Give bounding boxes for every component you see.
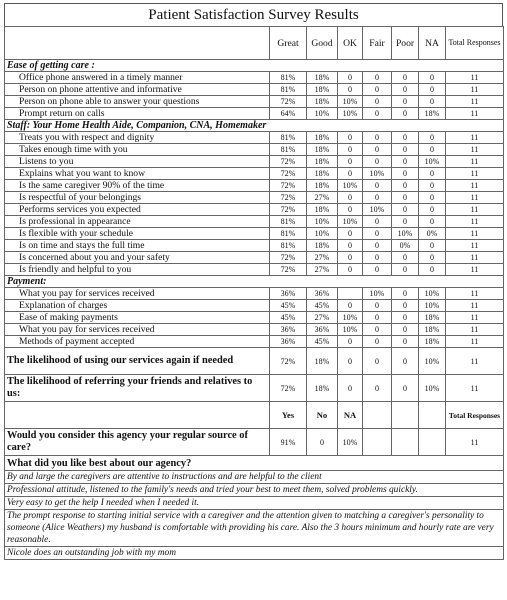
question-label: Is professional in appearance [5, 216, 270, 228]
response-value [338, 288, 363, 300]
response-value: 11 [446, 204, 504, 216]
column-header-row [5, 27, 504, 60]
response-value: 10% [338, 312, 363, 324]
response-value: 11 [446, 375, 504, 402]
comment-text: Nicole does an outstanding job with my mom [5, 547, 504, 560]
section-label: Staff: Your Home Health Aide, Companion, CNA, Homemaker [7, 120, 267, 131]
response-value: 0 [392, 252, 419, 264]
question-label: What you pay for services received [5, 288, 270, 300]
header-blank [363, 402, 392, 429]
response-value: 18% [307, 96, 338, 108]
response-value: 0 [363, 228, 392, 240]
question-label: Is flexible with your schedule [5, 228, 270, 240]
table-row [5, 168, 504, 180]
comments-heading: What did you like best about our agency? [5, 456, 504, 471]
response-value: 0 [419, 240, 446, 252]
response-value: 81% [270, 228, 307, 240]
question-label: What you pay for services received [5, 324, 270, 336]
question-label: Explanation of charges [5, 300, 270, 312]
response-value: 0 [338, 84, 363, 96]
response-value: 18% [307, 72, 338, 84]
response-value: 72% [270, 156, 307, 168]
table-row [5, 240, 504, 252]
response-value: 11 [446, 348, 504, 375]
response-value: 64% [270, 108, 307, 120]
response-value: 45% [270, 300, 307, 312]
comment-text: Professional attitude, listened to the family's needs and tried your best to meet them, solved problems quickly. [5, 484, 504, 497]
column-header: NA [419, 27, 446, 60]
response-value: 0 [419, 96, 446, 108]
response-value: 72% [270, 180, 307, 192]
response-value: 0 [392, 216, 419, 228]
column-header: Total Responses [446, 402, 504, 429]
response-value: 0 [419, 252, 446, 264]
response-value: 0 [392, 144, 419, 156]
table-row [5, 252, 504, 264]
response-value: 11 [446, 72, 504, 84]
response-value: 0 [419, 84, 446, 96]
response-value: 0 [363, 312, 392, 324]
response-value: 0 [307, 429, 338, 456]
column-header: Good [307, 27, 338, 60]
column-header: NA [338, 402, 363, 429]
regular-source-question: Would you consider this agency your regular source of care? [5, 429, 270, 456]
response-value: 11 [446, 180, 504, 192]
response-value: 0 [363, 252, 392, 264]
section-row [5, 276, 504, 288]
response-value: 0 [338, 204, 363, 216]
response-value: 0 [392, 72, 419, 84]
response-value: 81% [270, 144, 307, 156]
response-value: 10% [338, 324, 363, 336]
response-value: 0 [419, 132, 446, 144]
response-value: 0 [363, 375, 392, 402]
response-value: 72% [270, 264, 307, 276]
response-value: 11 [446, 144, 504, 156]
table-row [5, 72, 504, 84]
response-value: 18% [307, 144, 338, 156]
likelihood-row [5, 348, 504, 375]
response-value: 0 [363, 96, 392, 108]
response-value: 81% [270, 72, 307, 84]
section-title [5, 120, 504, 132]
question-label: Prompt return on calls [5, 108, 270, 120]
response-value: 45% [270, 312, 307, 324]
table-row [5, 144, 504, 156]
response-value: 0 [392, 168, 419, 180]
response-value: 11 [446, 216, 504, 228]
response-value: 0 [419, 168, 446, 180]
response-value: 0 [392, 156, 419, 168]
response-value: 18% [307, 180, 338, 192]
response-value: 10% [338, 180, 363, 192]
column-header: Total Responses [446, 27, 504, 60]
response-value: 0 [363, 348, 392, 375]
header-blank [392, 402, 419, 429]
response-value: 10% [419, 288, 446, 300]
response-value: 0 [363, 108, 392, 120]
response-value: 0 [392, 132, 419, 144]
response-value: 10% [419, 156, 446, 168]
response-value: 0 [419, 180, 446, 192]
comment-row [5, 484, 504, 497]
response-value: 0 [392, 180, 419, 192]
response-value: 81% [270, 216, 307, 228]
response-value: 0 [338, 72, 363, 84]
section-label: Ease of getting care [7, 60, 89, 71]
response-value: 18% [419, 336, 446, 348]
response-value: 11 [446, 264, 504, 276]
response-value: 18% [419, 312, 446, 324]
empty-cell [392, 429, 419, 456]
question-label: Is concerned about you and your safety [5, 252, 270, 264]
response-value: 10% [338, 96, 363, 108]
response-value: 11 [446, 288, 504, 300]
response-value: 0 [419, 192, 446, 204]
response-value: 0 [392, 324, 419, 336]
response-value: 0 [338, 375, 363, 402]
response-value: 0 [363, 240, 392, 252]
response-value: 10% [363, 204, 392, 216]
response-value: 0 [363, 300, 392, 312]
question-label: Office phone answered in a timely manner [5, 72, 270, 84]
section-title [5, 60, 504, 72]
table-row [5, 216, 504, 228]
header-blank [5, 402, 270, 429]
response-value: 18% [307, 132, 338, 144]
response-value: 81% [270, 240, 307, 252]
response-value: 0 [363, 336, 392, 348]
response-value: 0% [392, 240, 419, 252]
response-value: 11 [446, 429, 504, 456]
question-label: Person on phone attentive and informative [5, 84, 270, 96]
comment-row [5, 497, 504, 510]
response-value: 0 [392, 312, 419, 324]
response-value: 0 [363, 264, 392, 276]
response-value: 0 [363, 180, 392, 192]
response-value: 72% [270, 96, 307, 108]
header-blank [419, 402, 446, 429]
response-value: 10% [392, 228, 419, 240]
response-value: 18% [307, 204, 338, 216]
response-value: 18% [307, 168, 338, 180]
response-value: 11 [446, 192, 504, 204]
response-value: 11 [446, 324, 504, 336]
response-value: 0 [363, 72, 392, 84]
yes-no-header-row [5, 402, 504, 429]
response-value: 45% [307, 300, 338, 312]
response-value: 0 [363, 216, 392, 228]
response-value: 36% [270, 288, 307, 300]
response-value: 36% [307, 324, 338, 336]
response-value: 0 [419, 216, 446, 228]
table-row [5, 204, 504, 216]
response-value: 0 [338, 348, 363, 375]
section-title [5, 276, 504, 288]
question-label: Is on time and stays the full time [5, 240, 270, 252]
response-value: 10% [419, 348, 446, 375]
response-value: 18% [307, 240, 338, 252]
response-value: 72% [270, 204, 307, 216]
question-label: Person on phone able to answer your questions [5, 96, 270, 108]
response-value: 0 [338, 252, 363, 264]
response-value: 0 [338, 144, 363, 156]
response-value: 27% [307, 264, 338, 276]
question-label: Methods of payment accepted [5, 336, 270, 348]
question-label: Explains what you want to know [5, 168, 270, 180]
response-value: 11 [446, 96, 504, 108]
response-value: 0 [392, 96, 419, 108]
likelihood-row [5, 375, 504, 402]
comment-row [5, 510, 504, 547]
response-value: 36% [270, 336, 307, 348]
comment-text: Very easy to get the help I needed when I needed it. [5, 497, 504, 510]
response-value: 0 [392, 348, 419, 375]
likelihood-question: The likelihood of using our services again if needed [5, 348, 270, 375]
response-value: 10% [307, 228, 338, 240]
response-value: 18% [307, 348, 338, 375]
response-value: 81% [270, 132, 307, 144]
response-value: 91% [270, 429, 307, 456]
comments-header-row [5, 456, 504, 471]
response-value: 0 [363, 132, 392, 144]
response-value: 72% [270, 348, 307, 375]
response-value: 0 [338, 336, 363, 348]
response-value: 0 [338, 168, 363, 180]
response-value: 0 [338, 192, 363, 204]
response-value: 0 [338, 240, 363, 252]
question-label: Is respectful of your belongings [5, 192, 270, 204]
response-value: 0 [419, 264, 446, 276]
table-row [5, 324, 504, 336]
likelihood-question: The likelihood of referring your friends and relatives to us: [5, 375, 270, 402]
table-row [5, 84, 504, 96]
empty-cell [419, 429, 446, 456]
question-label: Is friendly and helpful to you [5, 264, 270, 276]
question-label: Performs services you expected [5, 204, 270, 216]
empty-cell [363, 429, 392, 456]
column-header: Great [270, 27, 307, 60]
column-header: Poor [392, 27, 419, 60]
response-value: 11 [446, 132, 504, 144]
response-value: 10% [419, 300, 446, 312]
comment-row [5, 547, 504, 560]
response-value: 10% [307, 108, 338, 120]
table-row [5, 96, 504, 108]
response-value: 0 [419, 72, 446, 84]
response-value: 0 [392, 84, 419, 96]
response-value: 10% [363, 168, 392, 180]
response-value: 27% [307, 312, 338, 324]
response-value: 0 [338, 264, 363, 276]
table-row [5, 336, 504, 348]
response-value: 11 [446, 240, 504, 252]
table-row [5, 312, 504, 324]
response-value: 18% [419, 324, 446, 336]
table-row [5, 264, 504, 276]
column-header: OK [338, 27, 363, 60]
response-value: 27% [307, 252, 338, 264]
response-value: 11 [446, 108, 504, 120]
response-value: 0 [419, 144, 446, 156]
response-value: 72% [270, 252, 307, 264]
response-value: 72% [270, 192, 307, 204]
response-value: 0 [363, 144, 392, 156]
survey-table [4, 26, 504, 560]
response-value: 0 [392, 375, 419, 402]
response-value: 72% [270, 375, 307, 402]
table-row [5, 300, 504, 312]
table-row [5, 132, 504, 144]
question-label: Ease of making payments [5, 312, 270, 324]
response-value: 0 [392, 288, 419, 300]
response-value: 36% [270, 324, 307, 336]
response-value: 72% [270, 168, 307, 180]
response-value: 10% [363, 288, 392, 300]
response-value: 0 [392, 300, 419, 312]
response-value: 0 [338, 156, 363, 168]
response-value: 10% [338, 108, 363, 120]
table-row [5, 288, 504, 300]
table-row [5, 108, 504, 120]
response-value: 11 [446, 168, 504, 180]
response-value: 0 [363, 192, 392, 204]
response-value: 11 [446, 312, 504, 324]
response-value: 18% [419, 108, 446, 120]
response-value: 11 [446, 84, 504, 96]
response-value: 0 [363, 156, 392, 168]
response-value: 0 [392, 192, 419, 204]
response-value: 10% [338, 216, 363, 228]
comment-row [5, 471, 504, 484]
response-value: 0 [392, 204, 419, 216]
response-value: 11 [446, 336, 504, 348]
response-value: 10% [338, 429, 363, 456]
response-value: 10% [419, 375, 446, 402]
column-header: Yes [270, 402, 307, 429]
comment-text: By and large the caregivers are attentive to instructions and are helpful to the client [5, 471, 504, 484]
table-row [5, 156, 504, 168]
response-value: 0 [338, 132, 363, 144]
response-value: 18% [307, 84, 338, 96]
response-value: 11 [446, 156, 504, 168]
response-value: 0 [363, 324, 392, 336]
section-suffix: : [88, 60, 95, 71]
table-row [5, 180, 504, 192]
response-value: 11 [446, 252, 504, 264]
regular-source-row [5, 429, 504, 456]
response-value: 45% [307, 336, 338, 348]
response-value: 11 [446, 228, 504, 240]
response-value: 18% [307, 375, 338, 402]
column-header: No [307, 402, 338, 429]
comment-text: The prompt response to starting initial service with a caregiver and the attention given to matching a caregiver's personality to someone (Alice Weathers) my husband is comfortable with providing his care. Also the 3 hours minimum and hourly rate are very reasonable. [5, 510, 504, 547]
response-value: 0% [419, 228, 446, 240]
response-value: 0 [392, 336, 419, 348]
section-label: Payment: [7, 276, 47, 287]
response-value: 10% [307, 216, 338, 228]
question-label: Is the same caregiver 90% of the time [5, 180, 270, 192]
table-row [5, 228, 504, 240]
response-value: 0 [392, 264, 419, 276]
response-value: 81% [270, 84, 307, 96]
response-value: 36% [307, 288, 338, 300]
response-value: 27% [307, 192, 338, 204]
response-value: 0 [338, 300, 363, 312]
response-value: 0 [419, 204, 446, 216]
question-label: Listens to you [5, 156, 270, 168]
response-value: 18% [307, 156, 338, 168]
question-label: Takes enough time with you [5, 144, 270, 156]
column-header: Fair [363, 27, 392, 60]
header-blank [5, 27, 270, 60]
response-value: 0 [363, 84, 392, 96]
question-label: Treats you with respect and dignity [5, 132, 270, 144]
page-title: Patient Satisfaction Survey Results [4, 3, 503, 26]
response-value: 11 [446, 300, 504, 312]
section-row [5, 120, 504, 132]
section-row [5, 60, 504, 72]
table-row [5, 192, 504, 204]
response-value: 0 [392, 108, 419, 120]
response-value: 0 [338, 228, 363, 240]
